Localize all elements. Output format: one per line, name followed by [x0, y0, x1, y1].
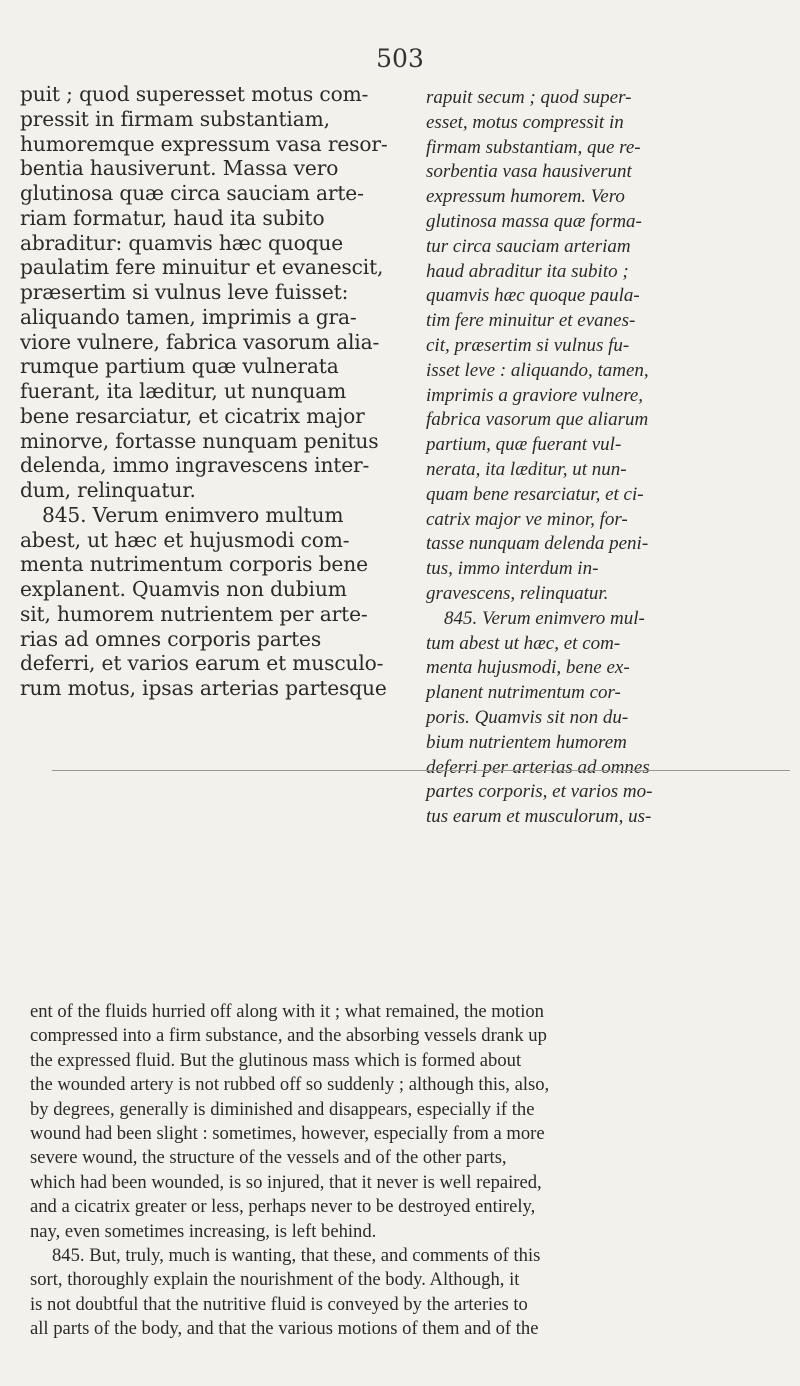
revised-line: 845. Verum enimvero mul- [444, 607, 645, 629]
revised-line: tasse nunquam delenda peni- [426, 533, 649, 555]
latin-line: aliquando tamen, imprimis a gra- [20, 304, 357, 329]
translation-line: wound had been slight : sometimes, however, especially from a more [30, 1123, 545, 1145]
revised-line: tus earum et musculorum, us- [426, 806, 652, 828]
latin-line: rum motus, ipsas arterias partesque [20, 676, 387, 700]
revised-line: haud abraditur ita subito ; [426, 260, 629, 282]
translation-line: ent of the fluids hurried off along with it ; what remained, the motion [30, 1001, 544, 1022]
revised-latin-column [426, 86, 786, 830]
translation-line: the expressed fluid. But the glutinous mass which is formed about [30, 1049, 522, 1071]
latin-line: puit ; quod superesset motus com- [20, 82, 369, 106]
latin-line: rumque partium quæ vulnerata [20, 354, 339, 379]
revised-line: cit, præsertim si vulnus fu- [426, 334, 630, 356]
latin-line: explanent. Quamvis non dubium [20, 577, 347, 601]
translation-line: and a cicatrix greater or less, perhaps never to be destroyed entirely, [30, 1196, 536, 1218]
latin-line: viore vulnere, fabrica vasorum alia- [20, 329, 380, 354]
revised-line: planent nutrimentum cor- [426, 682, 621, 704]
revised-line: expressum humorem. Vero [426, 186, 625, 208]
translation-line: the wounded artery is not rubbed off so suddenly ; although this, also, [30, 1074, 550, 1096]
latin-line: 845. Verum enimvero multum [42, 502, 344, 527]
revised-line: partes corporis, et varios mo- [426, 781, 653, 803]
latin-line: glutinosa quæ circa sauciam arte- [20, 181, 364, 205]
revised-line: quamvis hæc quoque paula- [426, 285, 640, 307]
translation-line: sort, thoroughly explain the nourishment of the body. Although, it [30, 1269, 520, 1291]
latin-line: rias ad omnes corporis partes [20, 626, 322, 651]
translation-line: by degrees, generally is diminished and disappears, especially if the [30, 1098, 535, 1120]
latin-line: pressit in firmam substantiam, [20, 106, 330, 131]
revised-line: menta hujusmodi, bene ex- [426, 657, 630, 679]
revised-line: bium nutrientem humorem [426, 731, 627, 753]
revised-line: nerata, ita læditur, ut nun- [426, 458, 627, 480]
revised-line: isset leve : aliquando, tamen, [426, 359, 649, 381]
revised-line: tur circa sauciam arteriam [426, 235, 631, 257]
latin-line: bene resarciatur, et cicatrix major [20, 403, 365, 428]
revised-line: imprimis a graviore vulnere, [426, 384, 644, 406]
revised-line: tim fere minuitur et evanes- [426, 310, 636, 332]
page-number: 503 [376, 44, 424, 73]
latin-line: præsertim si vulnus leve fuisset: [20, 280, 349, 304]
revised-line: glutinosa massa quæ forma- [426, 210, 642, 232]
latin-line: fuerant, ita læditur, ut nunquam [20, 379, 347, 403]
revised-line: gravescens, relinquatur. [426, 582, 609, 604]
translation-line: all parts of the body, and that the various motions of them and of the [30, 1318, 539, 1340]
revised-line: partium, quæ fuerant vul- [426, 434, 622, 456]
revised-line: tum abest ut hæc, et com- [426, 632, 621, 654]
revised-line: deferri per arterias ad omnes [426, 756, 650, 778]
revised-line: esset, motus compressit in [426, 111, 624, 133]
latin-line: abraditur: quamvis hæc quoque [20, 230, 344, 255]
revised-line: poris. Quamvis sit non du- [426, 706, 629, 728]
latin-line: deferri, et varios earum et musculo- [20, 651, 384, 676]
latin-line: minorve, fortasse nunquam penitus [20, 428, 379, 453]
latin-line: riam formatur, haud ita subito [20, 205, 325, 230]
latin-line: dum, relinquatur. [20, 478, 196, 502]
translation-line: which had been wounded, is so injured, that it never is well repaired, [30, 1171, 542, 1193]
translation-line: nay, even sometimes increasing, is left behind. [30, 1220, 377, 1242]
latin-line: humoremque expressum vasa resor- [20, 131, 388, 156]
translation-line: is not doubtful that the nutritive fluid is conveyed by the arteries to [30, 1293, 528, 1315]
latin-line: delenda, immo ingravescens inter- [20, 453, 370, 478]
revised-line: catrix major ve minor, for- [426, 508, 628, 530]
latin-column [20, 82, 420, 701]
revised-line: sorbentia vasa hausiverunt [426, 161, 632, 183]
translation-line: severe wound, the structure of the vessels and of the other parts, [30, 1147, 507, 1169]
translation-line: 845. But, truly, much is wanting, that these, and comments of this [52, 1245, 541, 1267]
english-translation [30, 1000, 790, 1342]
latin-line: bentia hausiverunt. Massa vero [20, 156, 339, 181]
translation-line: compressed into a firm substance, and the absorbing vessels drank up [30, 1025, 547, 1047]
latin-line: sit, humorem nutrientem per arte- [20, 601, 368, 626]
section-divider [52, 770, 790, 771]
revised-line: fabrica vasorum que aliarum [426, 409, 649, 431]
latin-line: paulatim fere minuitur et evanescit, [20, 255, 384, 280]
revised-line: tus, immo interdum in- [426, 558, 599, 580]
revised-line: firmam substantiam, que re- [426, 136, 641, 158]
revised-line: quam bene resarciatur, et ci- [426, 483, 644, 505]
latin-line: abest, ut hæc et hujusmodi com- [20, 527, 350, 552]
revised-line: rapuit secum ; quod super- [426, 87, 632, 108]
latin-line: menta nutrimentum corporis bene [20, 552, 368, 577]
